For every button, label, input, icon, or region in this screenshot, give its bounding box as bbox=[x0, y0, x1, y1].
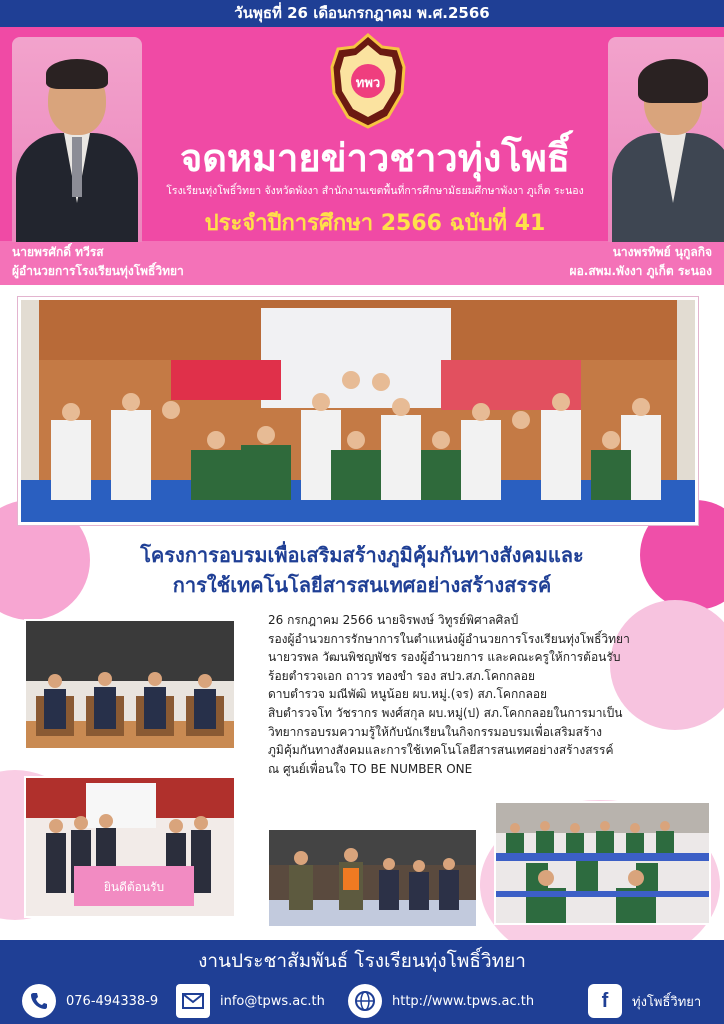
guest-photo bbox=[24, 619, 236, 750]
area-director-photo bbox=[608, 37, 724, 242]
email-contact[interactable] bbox=[176, 984, 325, 1018]
website-contact[interactable] bbox=[348, 984, 534, 1018]
headline-line-2: การใช้เทคโนโลยีสารสนเทศอย่างสร้างสรรค์ bbox=[172, 573, 552, 597]
phone-icon bbox=[22, 984, 56, 1018]
footer-title: งานประชาสัมพันธ์ โรงเรียนทุ่งโพธิ์วิทยา bbox=[198, 950, 526, 972]
article-headline bbox=[20, 540, 704, 600]
headline-line-1: โครงการอบรมเพื่อเสริมสร้างภูมิคุ้มกันทางสังคมและ bbox=[140, 543, 584, 567]
article-line: ร้อยตำรวจเอก ถาวร ทองขำ รอง สปว.สภ.โคกกลอย bbox=[268, 668, 536, 683]
facebook-contact[interactable] bbox=[588, 984, 701, 1018]
masthead bbox=[0, 27, 724, 285]
globe-icon bbox=[348, 984, 382, 1018]
logo-text: ทพว bbox=[355, 76, 381, 91]
phone-contact[interactable] bbox=[22, 984, 158, 1018]
director-caption bbox=[12, 243, 184, 281]
article-line: ดาบตำรวจ มณีพัฒิ หนูน้อย ผบ.หมู่.(จร) สภ.โคกกลอย bbox=[268, 687, 548, 702]
email-address: info@tpws.ac.th bbox=[220, 993, 325, 1009]
welcome-banner-text: ยินดีต้อนรับ bbox=[103, 880, 165, 894]
phone-number: 076-494338-9 bbox=[66, 993, 159, 1009]
school-subtitle: โรงเรียนทุ่งโพธิ์วิทยา จังหวัดพังงา สำนักงานเขตพื้นที่การศึกษามัธยมศึกษาพังงา ภูเก็ต ระนอง bbox=[166, 185, 584, 197]
director-photo bbox=[12, 37, 142, 242]
date-bar bbox=[0, 0, 724, 27]
issue-date: วันพุธที่ 26 เดือนกรกฎาคม พ.ศ.2566 bbox=[234, 4, 490, 22]
footer bbox=[0, 940, 724, 1024]
area-director-caption bbox=[570, 243, 712, 281]
group-photo bbox=[18, 297, 698, 525]
article-line: ณ ศูนย์เพื่อนใจ TO BE NUMBER ONE bbox=[268, 761, 473, 776]
school-logo bbox=[328, 33, 408, 129]
newsletter-title: จดหมายข่าวชาวทุ่งโพธิ์ bbox=[179, 136, 571, 180]
article-line: สิบตำรวจโท วัชรากร พงศ์สกุล ผบ.หมู่(ป) สภ.โคกกลอยในการมาเป็น bbox=[268, 705, 623, 720]
article-line: 26 กรกฎาคม 2566 นายจิรพงษ์ วิทูรย์พิศาลศิลป์ bbox=[268, 613, 519, 627]
article-line: วิทยากรอบรมความรู้ให้กับนักเรียนในกิจกรรมอบรมเพื่อเสริมสร้าง bbox=[268, 724, 603, 739]
area-director-role: ผอ.สพม.พังงา ภูเก็ต ระนอง bbox=[569, 264, 712, 278]
facebook-page: ทุ่งโพธิ์วิทยา bbox=[632, 994, 702, 1010]
article-line: ภูมิคุ้มกันทางสังคมและการใช้เทคโนโลยีสารสนเทศอย่างสร้างสรรค์ bbox=[268, 743, 614, 758]
classroom-photo bbox=[494, 801, 711, 925]
staff-photo bbox=[24, 776, 236, 918]
article-body bbox=[268, 611, 708, 778]
article-line: นายวรพล วัฒนพิชญพัชร รองผู้อำนวยการ และคณะครูให้การต้อนรับ bbox=[268, 650, 621, 665]
website-url: http://www.tpws.ac.th bbox=[392, 993, 535, 1009]
facebook-icon: f bbox=[588, 984, 622, 1018]
director-name: นายพรศักดิ์ ทวีรส bbox=[12, 245, 104, 259]
speakers-photo bbox=[267, 828, 478, 928]
director-role: ผู้อำนวยการโรงเรียนทุ่งโพธิ์วิทยา bbox=[12, 264, 184, 278]
article-line: รองผู้อำนวยการรักษาการในตำแหน่งผู้อำนวยการโรงเรียนทุ่งโพธิ์วิทยา bbox=[268, 631, 630, 646]
issue-number: ประจำปีการศึกษา 2566 ฉบับที่ 41 bbox=[204, 211, 546, 236]
area-director-name: นางพรทิพย์ นุกูลกิจ bbox=[612, 245, 712, 259]
email-icon bbox=[176, 984, 210, 1018]
